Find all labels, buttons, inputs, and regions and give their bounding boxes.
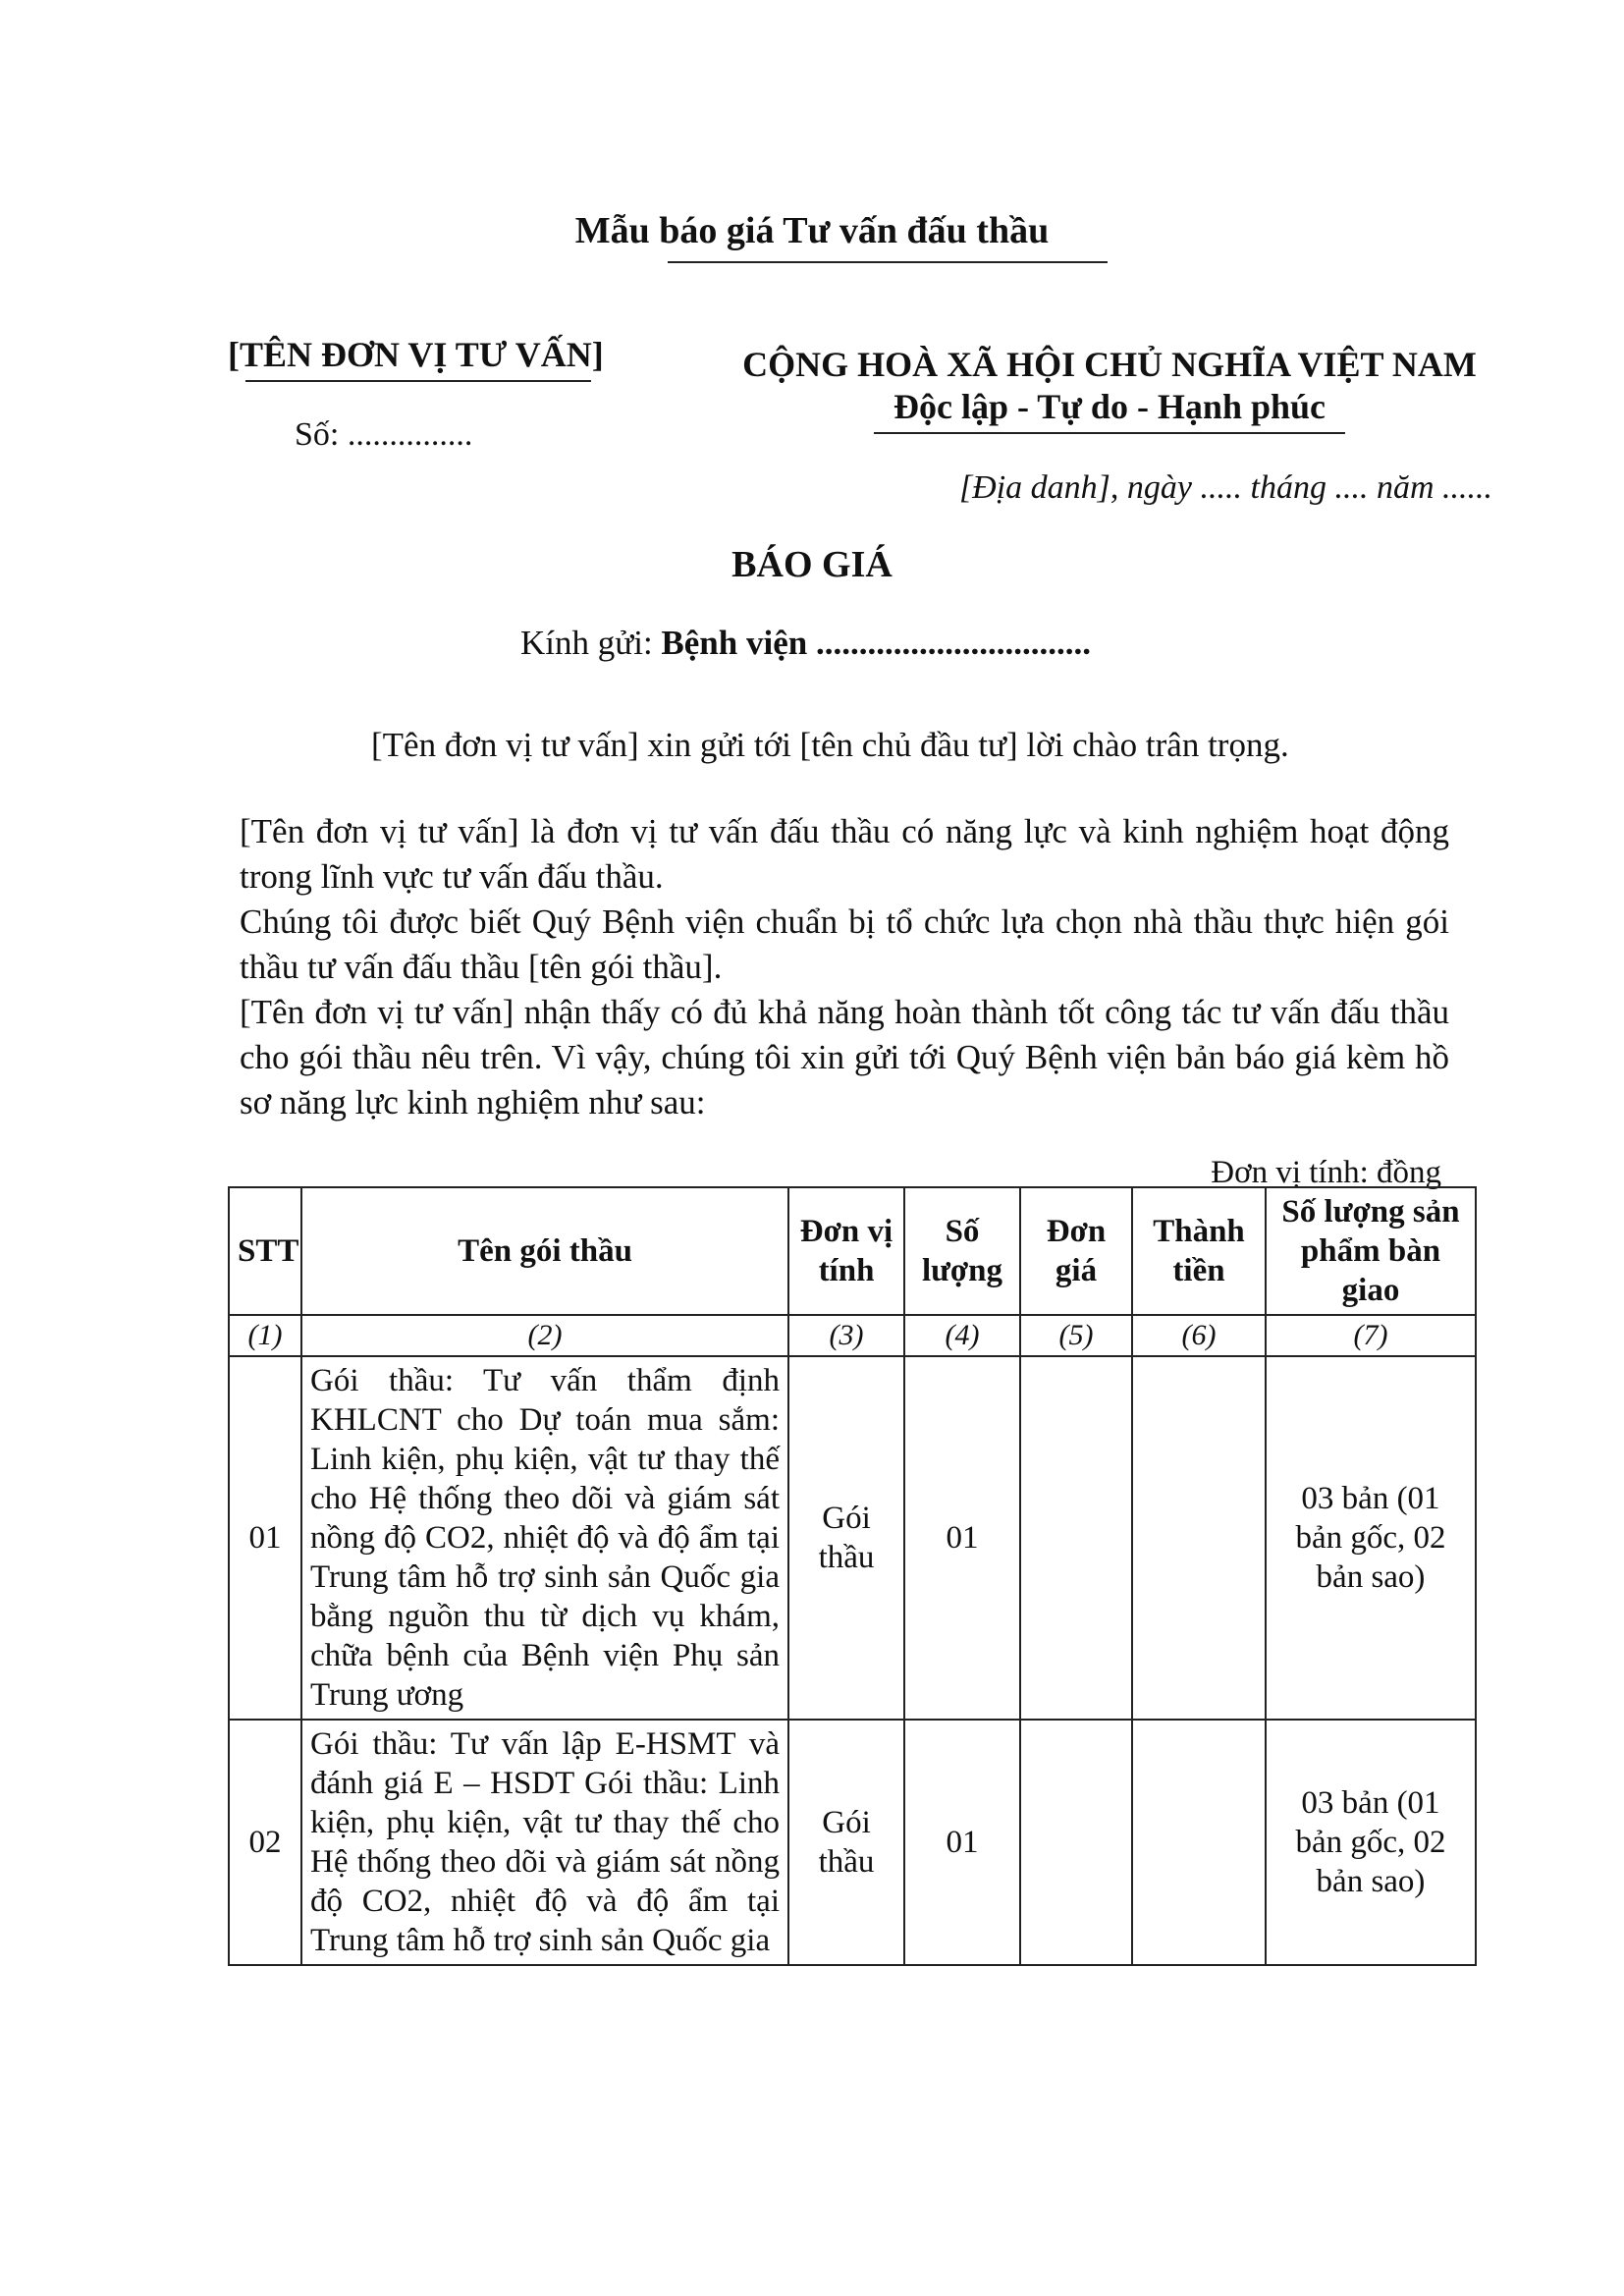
row-stt: 01 [229,1356,301,1720]
row-deliverables: 03 bản (01 bản gốc, 02 bản sao) [1266,1720,1476,1965]
table-header-row [229,1187,1476,1315]
org-name-underline [245,380,591,382]
consultant-org-name: [TÊN ĐƠN VỊ TƯ VẤN] [228,335,604,374]
row-quantity: 01 [904,1720,1020,1965]
column-number: (2) [301,1315,788,1356]
document-heading: BÁO GIÁ [731,544,893,585]
column-number: (1) [229,1315,301,1356]
row-quantity: 01 [904,1356,1020,1720]
table-row [229,1720,1476,1965]
header-amount: Thành tiền [1132,1187,1266,1315]
body-text [240,809,1449,1125]
row-unit-price [1020,1356,1132,1720]
row-package-name: Gói thầu: Tư vấn thẩm định KHLCNT cho Dự toán mua sắm: Linh kiện, phụ kiện, vật tư thay thế cho Hệ thống theo dõi và giám sát nồng độ CO2, nhiệt độ và độ ẩm tại Trung tâm hỗ trợ sinh sản Quốc gia bằng nguồn thu từ dịch vụ khám, chữa bệnh của Bệnh viện Phụ sản Trung ương [301,1356,788,1720]
row-deliverables: 03 bản (01 bản gốc, 02 bản sao) [1266,1356,1476,1720]
column-number: (5) [1020,1315,1132,1356]
row-amount [1132,1720,1266,1965]
header-deliverables: Số lượng sản phẩm bàn giao [1266,1187,1476,1315]
row-amount [1132,1356,1266,1720]
document-number: Số: ............... [295,416,473,453]
header-unit-price: Đơn giá [1020,1187,1132,1315]
row-unit: Gói thầu [788,1356,904,1720]
paragraph: [Tên đơn vị tư vấn] nhận thấy có đủ khả năng hoàn thành tốt công tác tư vấn đấu thầu cho gói thầu nêu trên. Vì vậy, chúng tôi xin gửi tới Quý Bệnh viện bản báo giá kèm hồ sơ năng lực kinh nghiệm như sau: [240,993,1449,1121]
column-number: (7) [1266,1315,1476,1356]
recipient-prefix: Kính gửi: [520,624,662,662]
header-unit: Đơn vị tính [788,1187,904,1315]
row-package-name: Gói thầu: Tư vấn lập E-HSMT và đánh giá E – HSDT Gói thầu: Linh kiện, phụ kiện, vật tư thay thế cho Hệ thống theo dõi và giám sát nồng độ CO2, nhiệt độ và độ ẩm tại Trung tâm hỗ trợ sinh sản Quốc gia [301,1720,788,1965]
currency-unit-note: Đơn vị tính: đồng [1211,1155,1441,1190]
place-date: [Địa danh], ngày ..... tháng .... năm ...... [958,469,1492,506]
paragraph: Chúng tôi được biết Quý Bệnh viện chuẩn bị tổ chức lựa chọn nhà thầu thực hiện gói thầu tư vấn đấu thầu [tên gói thầu]. [240,902,1449,986]
header-stt: STT [229,1187,301,1315]
row-unit-price [1020,1720,1132,1965]
column-number: (6) [1132,1315,1266,1356]
national-motto: Độc lập - Tự do - Hạnh phúc [893,387,1326,426]
recipient-name: Bệnh viện ................................ [661,624,1091,662]
motto-underline [874,432,1345,434]
row-unit: Gói thầu [788,1720,904,1965]
header-package-name: Tên gói thầu [301,1187,788,1315]
recipient-line [520,624,1091,663]
column-number: (3) [788,1315,904,1356]
table-row [229,1356,1476,1720]
greeting: [Tên đơn vị tư vấn] xin gửi tới [tên chủ đầu tư] lời chào trân trọng. [371,726,1289,764]
column-number: (4) [904,1315,1020,1356]
row-stt: 02 [229,1720,301,1965]
national-title: CỘNG HOÀ XÃ HỘI CHỦ NGHĨA VIỆT NAM [742,345,1477,384]
title-underline [668,261,1108,263]
form-title: Mẫu báo giá Tư vấn đấu thầu [574,210,1050,251]
paragraph: [Tên đơn vị tư vấn] là đơn vị tư vấn đấu thầu có năng lực và kinh nghiệm hoạt động trong lĩnh vực tư vấn đấu thầu. [240,812,1449,896]
column-number-row [229,1315,1476,1356]
quotation-table [228,1186,1477,1966]
header-quantity: Số lượng [904,1187,1020,1315]
